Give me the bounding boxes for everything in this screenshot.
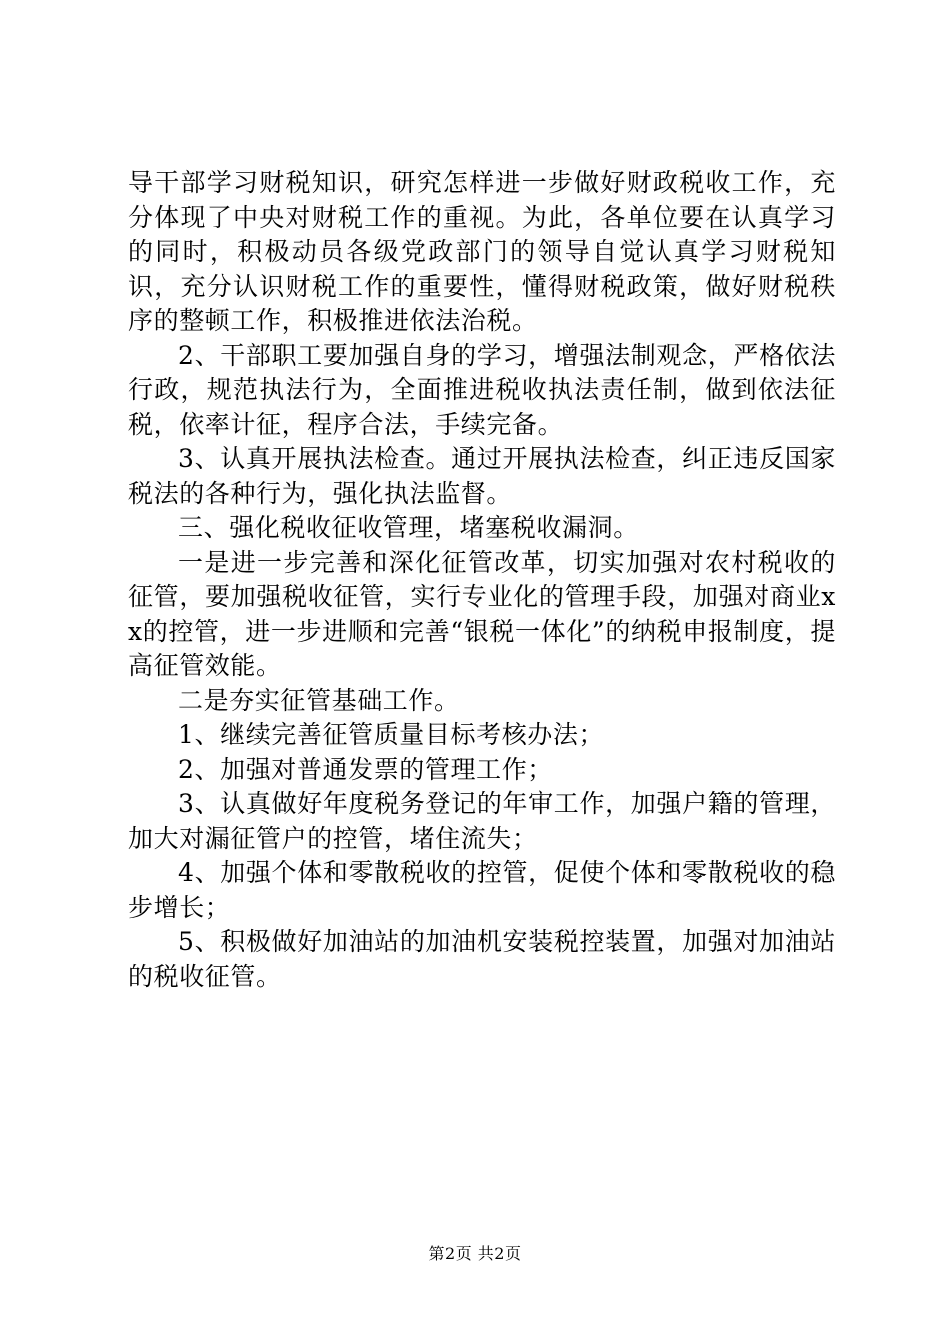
paragraph: 2、干部职工要加强自身的学习，增强法制观念，严格依法行政，规范执法行为，全面推进税收执法责任制，做到依法征税，依率计征，程序合法，手续完备。	[128, 340, 836, 439]
paragraph: 一是进一步完善和深化征管改革，切实加强对农村税收的征管，要加强税收征管，实行专业化的管理手段，加强对商业xx的控管，进一步进顺和完善“银税一体化”的纳税申报制度，提高征管效能。	[128, 547, 836, 680]
paragraph: 3、认真开展执法检查。通过开展执法检查，纠正违反国家税法的各种行为，强化执法监督。	[128, 444, 836, 508]
list-item: 1、继续完善征管质量目标考核办法；	[178, 720, 605, 749]
page-number-footer: 第2页 共2页	[428, 1244, 522, 1263]
list-item: 3、认真做好年度税务登记的年审工作，加强户籍的管理，加大对漏征管户的控管，堵住流失；	[128, 789, 836, 853]
section-heading: 三、强化税收征收管理，堵塞税收漏洞。	[178, 513, 639, 542]
list-item: 2、加强对普通发票的管理工作；	[178, 754, 553, 784]
list-item: 4、加强个体和零散税收的控管，促使个体和零散税收的稳步增长；	[128, 858, 836, 922]
paragraph: 二是夯实征管基础工作。	[178, 685, 460, 715]
document-body	[128, 166, 836, 994]
list-item: 5、积极做好加油站的加油机安装税控装置，加强对加油站的税收征管。	[128, 927, 836, 991]
paragraph: 导干部学习财税知识，研究怎样进一步做好财政税收工作，充分体现了中央对财税工作的重视。为此，各单位要在认真学习的同时，积极动员各级党政部门的领导自觉认真学习财税知识，充分认识财税工作的重要性，懂得财税政策，做好财税秩序的整顿工作，积极推进依法治税。	[128, 168, 836, 335]
